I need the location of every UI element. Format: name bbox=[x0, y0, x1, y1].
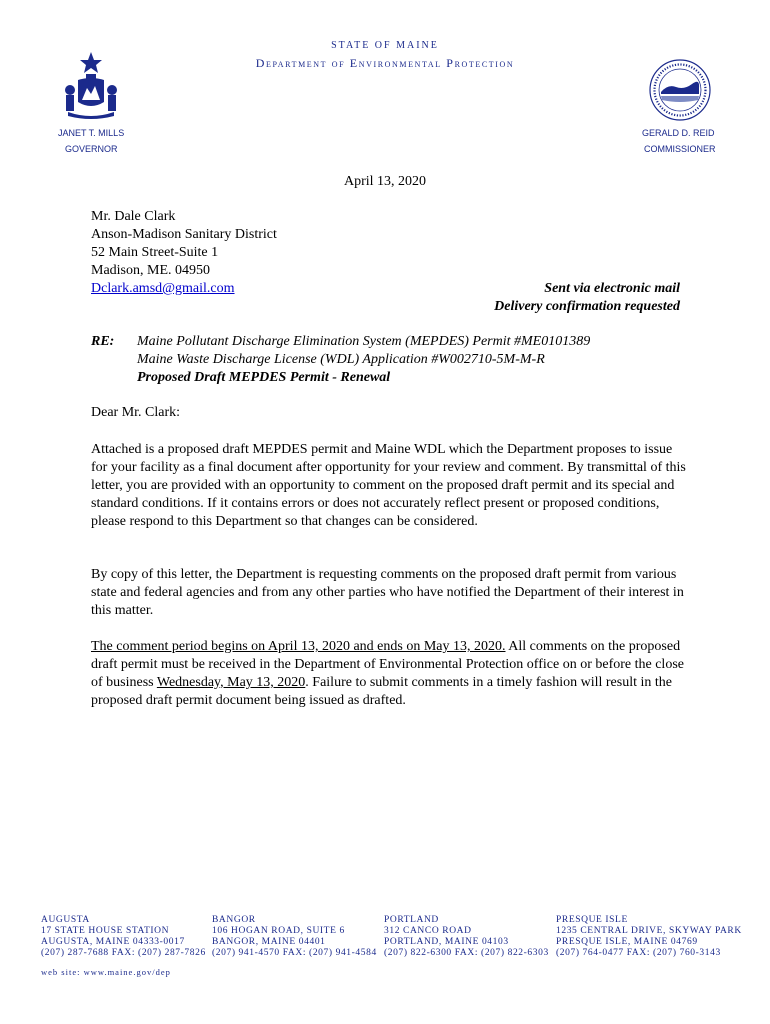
recipient-street: 52 Main Street-Suite 1 bbox=[91, 245, 219, 260]
footer-office-augusta bbox=[41, 915, 206, 959]
office-line-2: BANGOR, MAINE 04401 bbox=[212, 937, 326, 947]
governor-title: GOVERNOR bbox=[65, 144, 118, 154]
paragraph-3-text-1: All comments on the proposed draft permit must be received in the Department of Environmental Protection office on or before the close of business bbox=[91, 639, 684, 690]
office-phone: (207) 941-4570 FAX: (207) 941-4584 bbox=[212, 948, 377, 958]
office-line-2: AUGUSTA, MAINE 04333-0017 bbox=[41, 937, 185, 947]
greeting: Dear Mr. Clark: bbox=[91, 405, 181, 420]
office-line-2: PORTLAND, MAINE 04103 bbox=[384, 937, 509, 947]
office-line-1: 106 HOGAN ROAD, SUITE 6 bbox=[212, 926, 345, 936]
office-phone: (207) 822-6300 FAX: (207) 822-6303 bbox=[384, 948, 549, 958]
dep-seal-icon bbox=[648, 58, 712, 122]
paragraph-3 bbox=[91, 638, 691, 710]
footer-office-bangor bbox=[212, 915, 377, 959]
recipient-city: Madison, ME. 04950 bbox=[91, 263, 210, 278]
commissioner-title: COMMISSIONER bbox=[644, 144, 716, 154]
paragraph-1: Attached is a proposed draft MEPDES permit and Maine WDL which the Department proposes to issue for your facility as a final document after opportunity for your review and comment. By transmittal of this letter, you are provided with an opportunity to comment on the proposed draft permit and its special and standard conditions. If it contains errors or does not accurately reflect present or proposed conditions, please respond to this Department so that changes can be considered. bbox=[91, 442, 686, 529]
footer-office-presque-isle bbox=[556, 915, 742, 959]
paragraph-3-text-2: . Failure to submit comments in a timely fashion will result in the proposed draft permit document being issued as drafted. bbox=[91, 675, 672, 708]
comment-period-text: The comment period begins on April 13, 2020 and ends on May 13, 2020. bbox=[91, 639, 506, 654]
delivery-line-1: Sent via electronic mail bbox=[544, 281, 680, 296]
re-subject bbox=[137, 333, 590, 387]
re-line-2: Maine Waste Discharge License (WDL) Application #W002710-5M-M-R bbox=[137, 352, 545, 367]
office-phone: (207) 287-7688 FAX: (207) 287-7826 bbox=[41, 948, 206, 958]
office-line-1: 312 CANCO ROAD bbox=[384, 926, 472, 936]
recipient-name: Mr. Dale Clark bbox=[91, 209, 176, 224]
recipient-email-link[interactable]: Dclark.amsd@gmail.com bbox=[91, 281, 235, 296]
delivery-notice bbox=[494, 280, 680, 316]
footer-office-portland bbox=[384, 915, 549, 959]
delivery-line-2: Delivery confirmation requested bbox=[494, 299, 680, 314]
office-line-1: 1235 CENTRAL DRIVE, SKYWAY PARK bbox=[556, 926, 742, 936]
office-phone: (207) 764-0477 FAX: (207) 760-3143 bbox=[556, 948, 721, 958]
office-city: AUGUSTA bbox=[41, 915, 90, 925]
state-seal-icon bbox=[60, 50, 122, 120]
recipient-organization: Anson-Madison Sanitary District bbox=[91, 227, 277, 242]
re-line-3: Proposed Draft MEPDES Permit - Renewal bbox=[137, 370, 391, 385]
governor-name: JANET T. MILLS bbox=[58, 128, 125, 138]
re-label: RE: bbox=[91, 334, 115, 349]
letter-date: April 13, 2020 bbox=[343, 174, 427, 189]
office-line-2: PRESQUE ISLE, MAINE 04769 bbox=[556, 937, 698, 947]
state-header: STATE OF MAINE bbox=[331, 40, 439, 51]
recipient-address bbox=[91, 208, 277, 298]
office-city: PRESQUE ISLE bbox=[556, 915, 628, 925]
office-city: BANGOR bbox=[212, 915, 256, 925]
paragraph-2: By copy of this letter, the Department is requesting comments on the proposed draft permit from various state and federal agencies and from any other parties who have notified the Department of their interest in this matter. bbox=[91, 567, 684, 618]
footer-website: web site: www.maine.gov/dep bbox=[41, 967, 171, 977]
office-line-1: 17 STATE HOUSE STATION bbox=[41, 926, 170, 936]
deadline-date: Wednesday, May 13, 2020 bbox=[156, 675, 306, 690]
re-line-1: Maine Pollutant Discharge Elimination System (MEPDES) Permit #ME0101389 bbox=[137, 334, 591, 349]
office-city: PORTLAND bbox=[384, 915, 439, 925]
department-header: Department of Environmental Protection bbox=[255, 56, 515, 70]
commissioner-name: GERALD D. REID bbox=[642, 128, 715, 138]
